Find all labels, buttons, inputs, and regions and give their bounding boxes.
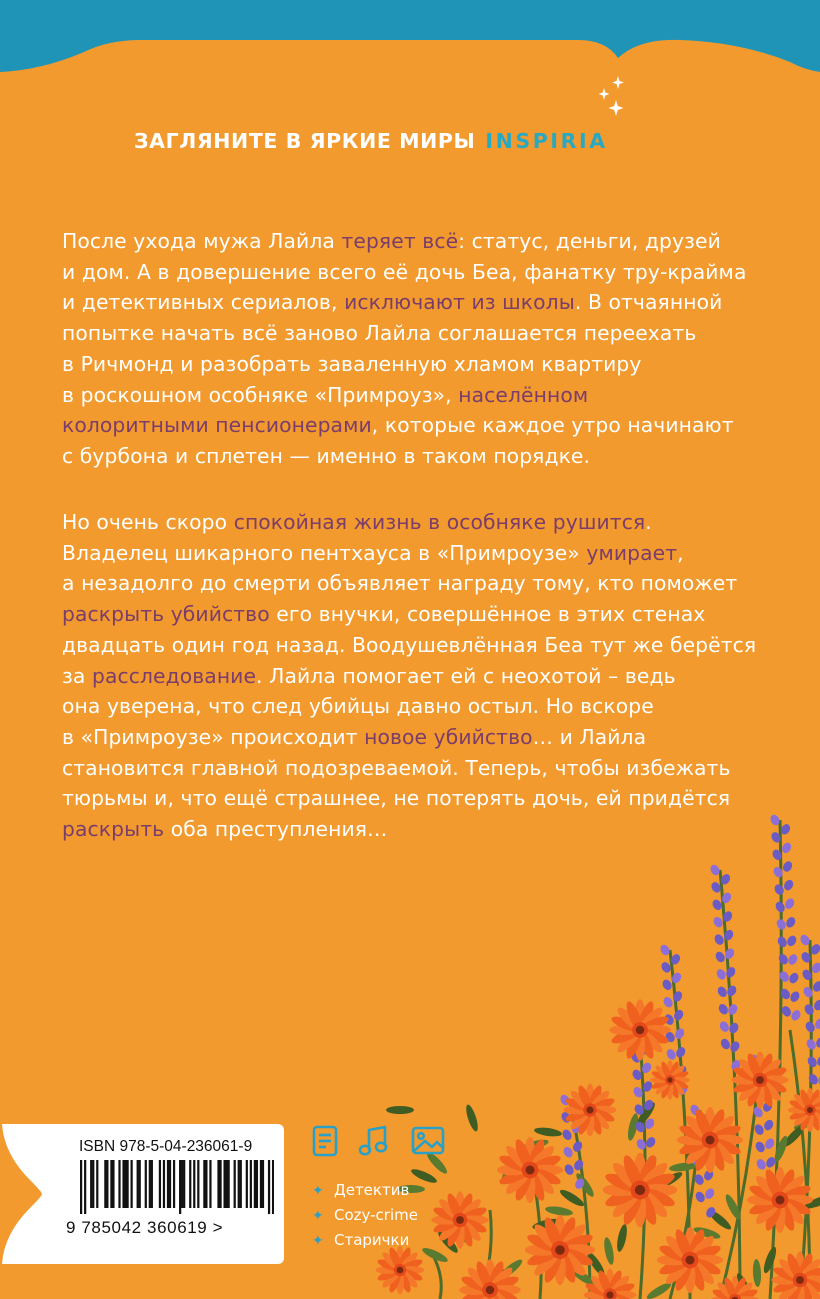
text-segment: она уверена, что след убийцы давно остыл. Но вскоре — [62, 694, 654, 719]
text-segment: в роскошном особняке «Примроуз», — [62, 382, 459, 407]
description-line — [62, 226, 752, 257]
barcode-bar — [163, 1160, 165, 1208]
text-segment: После ухода мужа Лайла — [62, 229, 342, 253]
barcode-bar — [179, 1160, 181, 1214]
barcode-bar — [250, 1160, 252, 1208]
isbn-notch-mask — [0, 1124, 70, 1264]
text-segment: . Лайла помогает ей с неохотой – ведь — [256, 663, 676, 688]
barcode-bar — [92, 1160, 94, 1208]
text-segment: в Ричмонд и разобрать заваленную хламом квартиру — [62, 351, 642, 376]
barcode-bar — [131, 1160, 133, 1208]
genre-item — [312, 1178, 512, 1203]
barcode-bar — [159, 1160, 161, 1208]
daisy — [771, 1251, 820, 1299]
text-segment: попытке начать всё заново Лайла соглашается переехать — [62, 321, 697, 346]
barcode-bar — [193, 1160, 195, 1208]
format-icons — [311, 1124, 451, 1158]
barcode-bar — [124, 1160, 126, 1208]
highlighted-phrase: умирает — [586, 540, 678, 565]
barcode-bar — [197, 1160, 199, 1208]
text-segment: : статус, деньги, друзей — [458, 229, 721, 253]
barcode-bar — [246, 1160, 248, 1208]
sparkle-bullet-icon: ✦ — [312, 1183, 324, 1199]
barcode — [80, 1160, 274, 1214]
description-line — [62, 410, 752, 441]
barcode-bar — [151, 1160, 153, 1208]
text-segment: становится главной подозреваемой. Теперь, чтобы избежать — [62, 755, 731, 780]
barcode-bar — [149, 1160, 151, 1208]
description-line — [62, 380, 752, 411]
highlighted-phrase: новое убийство — [364, 724, 533, 749]
barcode-bar — [96, 1160, 98, 1208]
description-line — [62, 441, 752, 472]
text-segment: . В отчаянной — [574, 290, 723, 315]
daisy — [677, 1107, 743, 1173]
audiobook-icon — [360, 1127, 386, 1154]
daisy — [711, 1276, 759, 1299]
ebook-icon — [314, 1127, 336, 1155]
highlighted-phrase: населённом — [458, 382, 589, 407]
daisy — [603, 1153, 678, 1228]
text-segment: его внучки, совершённое в этих стенах — [269, 602, 706, 627]
barcode-bar — [254, 1160, 256, 1208]
text-segment: а незадолго до смерти объявляет награду тому, кто поможет — [62, 571, 738, 596]
description-paragraph-1 — [62, 226, 752, 472]
description-line — [62, 630, 757, 661]
barcode-bar — [272, 1160, 274, 1214]
barcode-bar — [145, 1160, 147, 1208]
barcode-bar — [181, 1160, 183, 1208]
description-line — [62, 538, 752, 569]
series-tagline — [134, 129, 654, 163]
daisy — [731, 1051, 788, 1108]
isbn-number: ISBN 978-5-04-236061-9 — [79, 1138, 253, 1155]
barcode-bar — [238, 1160, 240, 1208]
daisy — [564, 1084, 617, 1137]
barcode-bar — [240, 1160, 242, 1208]
barcode-bar — [183, 1160, 185, 1208]
daisy — [609, 999, 671, 1061]
daisy — [376, 1246, 424, 1294]
text-segment: двадцать один год назад. Воодушевлённая Беа тут же берётся — [62, 632, 757, 657]
genre-item — [312, 1203, 512, 1228]
barcode-bar — [268, 1160, 270, 1214]
barcode-bar — [205, 1160, 207, 1208]
image-icon — [413, 1128, 443, 1153]
highlighted-phrase: спокойная жизнь в особняке рушится — [233, 510, 646, 534]
barcode-bar — [90, 1160, 92, 1208]
genre-list — [312, 1178, 512, 1253]
barcode-bar — [226, 1160, 228, 1208]
sparkle-stars-icon — [596, 76, 630, 122]
barcode-bar — [122, 1160, 124, 1208]
text-segment: с бурбона и сплетен — именно в таком порядке. — [62, 443, 591, 468]
text-segment: Владелец шикарного пентхауса в «Примроузе» — [62, 540, 587, 565]
genre-label: Старички — [334, 1231, 410, 1249]
brand-name: INSPIRIA — [485, 129, 608, 153]
highlighted-phrase: раскрыть убийство — [62, 602, 270, 627]
top-band — [0, 0, 820, 80]
genre-label: Cozy-crime — [334, 1206, 418, 1224]
barcode-bar — [112, 1160, 114, 1208]
barcode-digits: 9 785042 360619 > — [66, 1218, 224, 1237]
highlighted-phrase: теряет всё — [341, 229, 459, 253]
description-line — [62, 257, 752, 288]
barcode-bar — [173, 1160, 175, 1208]
text-segment: . — [645, 510, 652, 534]
text-segment: оба преступления… — [164, 817, 388, 842]
daisy — [747, 1167, 813, 1233]
text-segment: в «Примроузе» происходит — [62, 724, 365, 749]
highlighted-phrase: расследование — [91, 663, 257, 688]
description-line — [62, 318, 752, 349]
daisy — [650, 1060, 690, 1100]
barcode-bar — [189, 1160, 191, 1208]
text-segment: и детективных сериалов, — [62, 290, 345, 315]
description-line — [62, 507, 752, 538]
highlighted-phrase: исключают из школы — [344, 290, 575, 315]
barcode-bar — [262, 1160, 264, 1208]
barcode-bar — [110, 1160, 112, 1208]
barcode-bar — [104, 1160, 106, 1208]
barcode-bar — [118, 1160, 120, 1208]
genre-label: Детектив — [334, 1181, 410, 1199]
text-segment: за — [62, 663, 92, 688]
barcode-bar — [256, 1160, 258, 1208]
barcode-bar — [167, 1160, 169, 1208]
barcode-bar — [260, 1160, 262, 1208]
barcode-bar — [80, 1160, 82, 1214]
description-line — [62, 349, 752, 380]
barcode-bar — [106, 1160, 108, 1208]
barcode-bar — [209, 1160, 211, 1208]
highlighted-phrase: колоритными пенсионерами — [62, 413, 372, 438]
text-segment: тюрьмы и, что ещё страшнее, не потерять дочь, ей придётся — [62, 786, 731, 811]
description-line — [62, 661, 752, 692]
barcode-bar — [219, 1160, 221, 1208]
description-line — [62, 287, 752, 318]
daisy — [788, 1088, 820, 1132]
text-segment: Но очень скоро — [62, 510, 234, 534]
sparkle-bullet-icon: ✦ — [312, 1208, 324, 1224]
barcode-bar — [203, 1160, 205, 1208]
barcode-bar — [137, 1160, 139, 1208]
text-segment: и дом. А в довершение всего её дочь Беа, фанатку тру-крайма — [62, 259, 747, 284]
daisy — [657, 1227, 723, 1293]
text-segment: , которые каждое утро начинают — [371, 413, 734, 438]
tagline-text: ЗАГЛЯНИТЕ В ЯРКИЕ МИРЫ — [134, 129, 476, 153]
daisy — [525, 1215, 595, 1285]
description-line — [62, 599, 752, 630]
description-line — [62, 753, 752, 784]
barcode-bar — [223, 1160, 225, 1208]
highlighted-phrase: раскрыть — [62, 817, 165, 842]
barcode-bar — [126, 1160, 128, 1208]
barcode-bar — [234, 1160, 236, 1208]
description-line — [62, 568, 752, 599]
barcode-bar — [84, 1160, 86, 1214]
text-segment: … и Лайла — [532, 724, 647, 749]
daisy — [584, 1269, 637, 1299]
barcode-bar — [228, 1160, 230, 1208]
sparkle-bullet-icon: ✦ — [312, 1233, 324, 1249]
barcode-bar — [217, 1160, 219, 1208]
text-segment: , — [677, 540, 684, 565]
barcode-bar — [169, 1160, 171, 1208]
description-line — [62, 691, 752, 722]
description-line — [62, 722, 752, 753]
barcode-bar — [139, 1160, 141, 1208]
genre-item — [312, 1228, 512, 1253]
